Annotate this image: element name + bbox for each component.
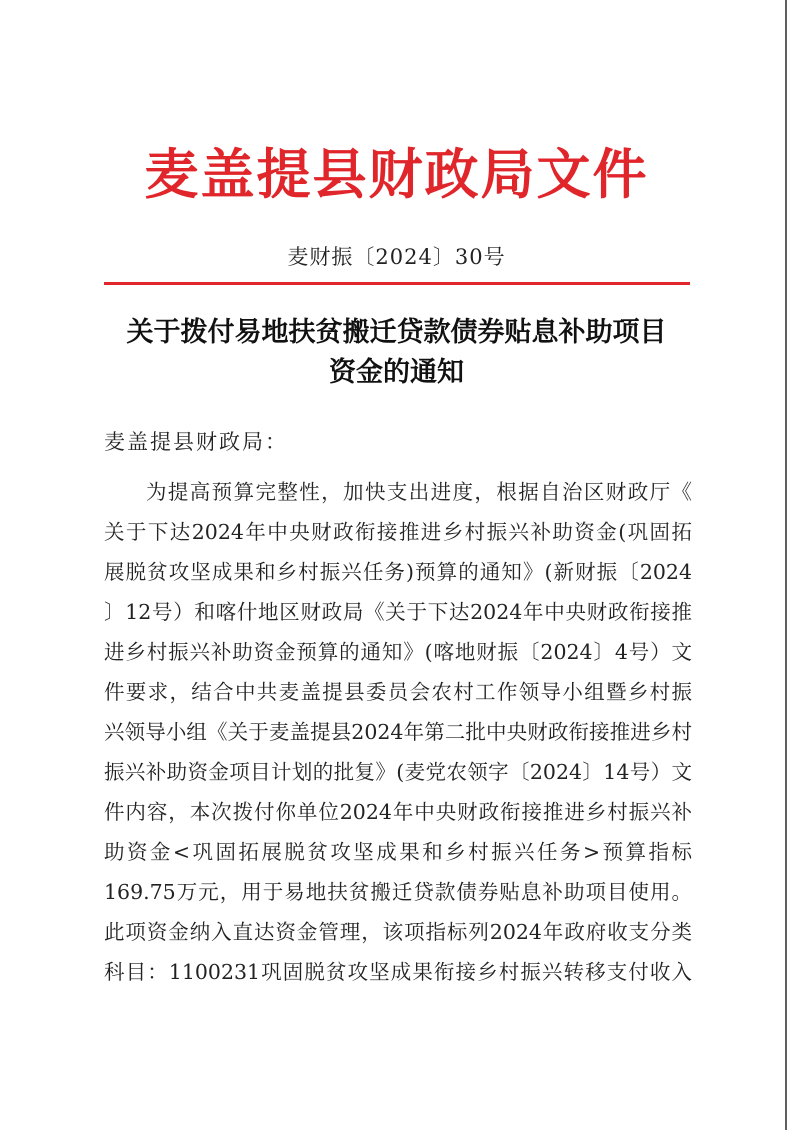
body-line: 进乡村振兴补助资金预算的通知》(喀地财振〔2024〕4号）文 — [104, 640, 692, 664]
body-text — [104, 472, 692, 992]
body-line: 件内容，本次拨付你单位2024年中央财政衔接推进乡村振兴补 — [104, 800, 692, 824]
body-line: 科目：1100231巩固脱贫攻坚成果衔接乡村振兴转移支付收入 — [104, 960, 692, 984]
red-header-rule — [104, 282, 690, 285]
notice-title-line-1: 关于拨付易地扶贫搬迁贷款债券贴息补助项目 — [126, 317, 667, 348]
body-line: 件要求，结合中共麦盖提县委员会农村工作领导小组暨乡村振 — [104, 680, 692, 704]
body-line: 〕12号）和喀什地区财政局《关于下达2024年中央财政衔接推 — [104, 600, 692, 624]
body-line: 兴领导小组《关于麦盖提县2024年第二批中央财政衔接推进乡村 — [104, 720, 692, 744]
body-line: 此项资金纳入直达资金管理，该项指标列2024年政府收支分类 — [104, 920, 692, 944]
notice-title — [0, 313, 793, 393]
notice-title-line-2: 资金的通知 — [329, 357, 464, 388]
body-line: 169.75万元，用于易地扶贫搬迁贷款债券贴息补助项目使用。 — [104, 880, 692, 904]
document-header-title: 麦盖提县财政局文件 — [144, 143, 649, 206]
body-line: 振兴补助资金项目计划的批复》(麦党农领字〔2024〕14号）文 — [104, 760, 692, 784]
addressee: 麦盖提县财政局： — [104, 430, 288, 454]
document-number: 麦财振〔2024〕30号 — [287, 245, 506, 269]
body-line: 关于下达2024年中央财政衔接推进乡村振兴补助资金(巩固拓 — [104, 520, 692, 544]
body-line: 助资金<巩固拓展脱贫攻坚成果和乡村振兴任务>预算指标 — [104, 840, 692, 864]
body-line: 为提高预算完整性，加快支出进度，根据自治区财政厅《 — [146, 480, 692, 504]
body-line: 展脱贫攻坚成果和乡村振兴任务)预算的通知》(新财振〔2024 — [104, 560, 692, 584]
